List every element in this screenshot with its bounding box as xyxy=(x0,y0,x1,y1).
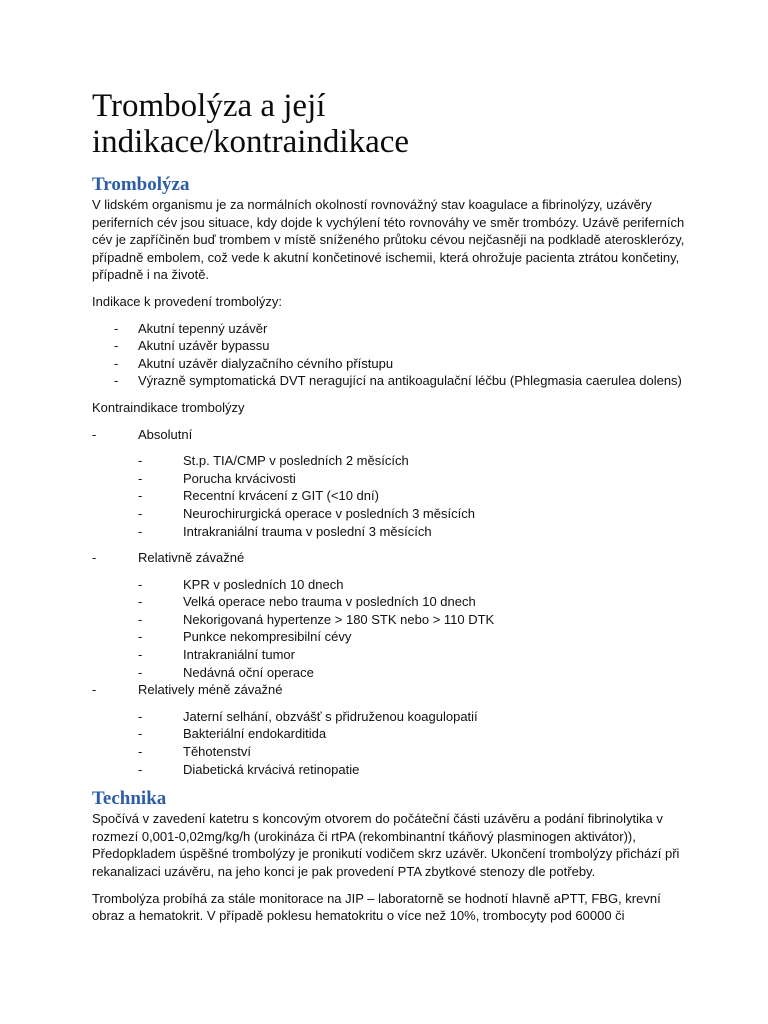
list-item: - Neurochirurgická operace v posledních 3 měsících xyxy=(138,505,475,521)
list-item: - KPR v posledních 10 dnech xyxy=(138,576,344,592)
document-page xyxy=(92,88,692,934)
list-item: - Punkce nekompresibilní cévy xyxy=(138,629,352,645)
heading-technika: Technika xyxy=(92,788,167,810)
list-item: - Těhotenství xyxy=(138,744,251,760)
indications-label: Indikace k provedení trombolýzy: xyxy=(92,293,283,309)
list-item: - Bakteriální endokarditida xyxy=(138,726,327,742)
list-item: - Intrakraniální tumor xyxy=(138,647,295,663)
less-severe-group xyxy=(92,681,692,699)
intro-paragraph: V lidském organismu je za normálních okolností rovnovážný stav koagulace a fibrinolýzy, uzávěry periferních cév jsou situace, kdy dojde k vychýlení této rovnováhy ve směr trombózy. Uzávě periferních cév je zapříčiněn buď trombem v místě sníženého průtoku cévou nejčasněji na podkladě aterosklerózy, případně embolem, což vede k akutní končetinové ischemii, která ohrožuje pacienta ztrátou končetiny, případně i na životě. xyxy=(92,197,685,283)
list-item: - Diabetická krvácivá retinopatie xyxy=(138,761,360,777)
absolute-group xyxy=(92,426,692,444)
group-label-relative: - Relativně závažné xyxy=(92,550,245,566)
group-label-absolute: - Absolutní xyxy=(92,426,193,442)
document-title: Trombolýza a její indikace/kontraindikace xyxy=(92,88,410,160)
list-item: - Velká operace nebo trauma v posledních 10 dnech xyxy=(138,594,476,610)
list-item: - Jaterní selhání, obzvášť s přidruženou koagulopatií xyxy=(138,708,478,724)
less-severe-list xyxy=(92,708,692,778)
group-label-less-severe: - Relatively méně závažné xyxy=(92,682,283,698)
list-item: - Akutní uzávěr bypassu xyxy=(114,338,270,354)
list-item: - Intrakraniální trauma v poslední 3 měsících xyxy=(138,523,432,539)
absolute-list xyxy=(92,452,692,540)
list-item: - Akutní uzávěr dialyzačního cévního přístupu xyxy=(114,355,394,371)
technique-paragraph-1: Spočívá v zavedení katetru s koncovým otvorem do počáteční části uzávěru a podání fibrinolytika v rozmezí 0,001-0,02mg/kg/h (urokináza či rtPA (rekombinantní tkáňový plasminogen aktivátor)), Předopkladem úspěšné trombolýzy je pronikutí vodičem skrz uzávěr. Ukončení trombolýzy přichází při rekanalizaci uzávěru, na jeho konci je pak provedení PTA zbytkové stenozy dle potřeby. xyxy=(92,811,680,879)
heading-trombolyza: Trombolýza xyxy=(92,174,190,195)
list-item: - Výrazně symptomatická DVT neragující na antikoagulační léčbu (Phlegmasia caerulea dolens) xyxy=(114,373,682,389)
technique-paragraph-2: Trombolýza probíhá za stále monitorace na JIP – laboratorně se hodnotí hlavně aPTT, FBG, krevní obraz a hematokrit. V případě poklesu hematokritu o více než 10%, trombocyty pod 60000 či xyxy=(92,890,661,924)
list-item: - Nedávná oční operace xyxy=(138,664,314,680)
list-item: - Porucha krvácivosti xyxy=(138,470,296,486)
contraindications-label: Kontraindikace trombolýzy xyxy=(92,399,245,415)
indications-list xyxy=(92,320,692,390)
relative-group xyxy=(92,549,692,567)
list-item: - Nekorigovaná hypertenze > 180 STK nebo > 110 DTK xyxy=(138,611,495,627)
list-item: - Akutní tepenný uzávěr xyxy=(114,320,268,336)
relative-list xyxy=(92,576,692,682)
list-item: - St.p. TIA/CMP v posledních 2 měsících xyxy=(138,453,409,469)
list-item: - Recentní krvácení z GIT (<10 dní) xyxy=(138,488,379,504)
